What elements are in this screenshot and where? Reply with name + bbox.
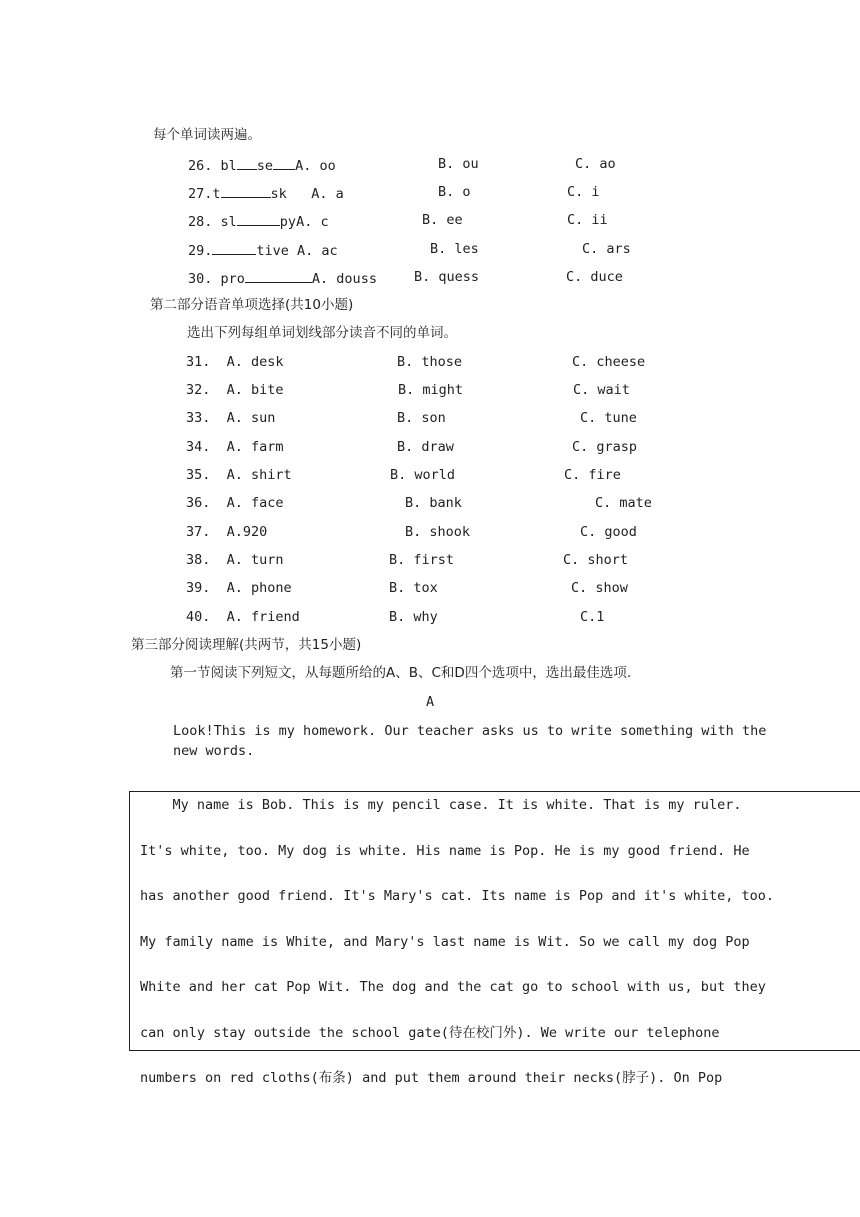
answer-blank bbox=[212, 240, 256, 255]
part3-title: 第三部分阅读理解(共两节，共15小题) bbox=[131, 637, 362, 653]
option-a: A. phone bbox=[226, 580, 292, 596]
option-b: B. quess bbox=[414, 269, 480, 285]
option-a: A. desk bbox=[226, 354, 284, 370]
intro-line: Look!This is my homework. Our teacher asks us to write something with the bbox=[173, 723, 767, 739]
word-prefix: t bbox=[212, 186, 221, 202]
item-number: 36. bbox=[186, 495, 211, 511]
option-b: B. first bbox=[389, 552, 455, 568]
word-middle: py bbox=[279, 214, 297, 230]
option-c: C. fire bbox=[564, 467, 621, 483]
list-item bbox=[188, 155, 336, 175]
story-line: can only stay outside the school gate(待在校门外). We write our telephone bbox=[140, 1025, 720, 1041]
option-c: C.1 bbox=[580, 609, 605, 625]
list-item bbox=[186, 523, 267, 541]
story-line: It's white, too. My dog is white. His name is Pop. He is my good friend. He bbox=[140, 843, 750, 859]
list-item bbox=[186, 409, 275, 427]
word-middle: se bbox=[256, 158, 274, 174]
option-c: C. i bbox=[567, 184, 600, 200]
option-b: B. draw bbox=[397, 439, 454, 455]
option-a: A. sun bbox=[226, 410, 276, 426]
option-c: C. show bbox=[571, 580, 628, 596]
story-line: has another good friend. It's Mary's cat. Its name is Pop and it's white, too. bbox=[140, 888, 774, 904]
option-c: C. ars bbox=[582, 241, 631, 257]
word-prefix: sl bbox=[220, 214, 237, 230]
list-item bbox=[188, 211, 329, 231]
option-b: B. shook bbox=[405, 524, 471, 540]
section1-instruction: 第一节阅读下列短文，从每题所给的A、B、C和D四个选项中，选出最佳选项. bbox=[170, 665, 632, 681]
list-item bbox=[186, 551, 284, 569]
option-b: B. might bbox=[398, 382, 464, 398]
option-c: C. ao bbox=[575, 156, 616, 172]
option-b: B. tox bbox=[389, 580, 438, 596]
option-a: A. face bbox=[226, 495, 284, 511]
list-item bbox=[188, 268, 377, 288]
option-c: C. tune bbox=[580, 410, 637, 426]
list-item bbox=[188, 240, 338, 260]
item-number: 39. bbox=[186, 580, 211, 596]
part2-instruction: 选出下列每组单词划线部分读音不同的单词。 bbox=[187, 325, 457, 341]
item-number: 33. bbox=[186, 410, 211, 426]
answer-blank bbox=[237, 155, 257, 170]
word-prefix: pro bbox=[220, 271, 245, 287]
option-a: A. douss bbox=[311, 271, 377, 287]
item-number: 37. bbox=[186, 524, 211, 540]
option-a: A. a bbox=[311, 186, 344, 202]
answer-blank bbox=[221, 183, 271, 198]
option-b: B. o bbox=[438, 184, 471, 200]
word-prefix: bl bbox=[220, 158, 237, 174]
option-a: A. friend bbox=[226, 609, 300, 625]
option-a: A. ac bbox=[297, 243, 338, 259]
option-b: B. les bbox=[430, 241, 479, 257]
story-line: My name is Bob. This is my pencil case. It is white. That is my ruler. bbox=[140, 797, 742, 813]
item-number: 32. bbox=[186, 382, 211, 398]
item-number: 27. bbox=[188, 186, 213, 202]
list-item bbox=[186, 466, 292, 484]
option-b: B. ou bbox=[438, 156, 479, 172]
item-number: 29. bbox=[188, 243, 213, 259]
option-c: C. duce bbox=[566, 269, 623, 285]
list-item bbox=[188, 183, 344, 203]
option-c: C. short bbox=[563, 552, 629, 568]
option-c: C. cheese bbox=[572, 354, 646, 370]
option-a: A. bite bbox=[226, 382, 284, 398]
item-number: 35. bbox=[186, 467, 211, 483]
story-line: numbers on red cloths(布条) and put them around their necks(脖子). On Pop bbox=[140, 1070, 723, 1086]
part1-instruction: 每个单词读两遍。 bbox=[153, 127, 261, 143]
list-item bbox=[186, 494, 284, 512]
list-item bbox=[186, 438, 284, 456]
list-item bbox=[186, 381, 284, 399]
passage-box bbox=[129, 791, 860, 1051]
item-number: 26. bbox=[188, 158, 213, 174]
option-c: C. ii bbox=[567, 212, 608, 228]
answer-blank bbox=[237, 211, 280, 226]
item-number: 40. bbox=[186, 609, 211, 625]
list-item bbox=[186, 608, 300, 626]
answer-blank bbox=[245, 268, 312, 283]
option-c: C. wait bbox=[573, 382, 630, 398]
item-number: 28. bbox=[188, 214, 213, 230]
word-middle: sk bbox=[270, 186, 287, 202]
part2-title: 第二部分语音单项选择(共10小题) bbox=[150, 297, 354, 313]
list-item bbox=[186, 579, 292, 597]
item-number: 31. bbox=[186, 354, 211, 370]
intro-line: new words. bbox=[173, 743, 255, 759]
option-b: B. son bbox=[397, 410, 446, 426]
word-middle: tive bbox=[256, 243, 289, 259]
option-a: A. shirt bbox=[226, 467, 292, 483]
option-b: B. bank bbox=[405, 495, 462, 511]
item-number: 30. bbox=[188, 271, 213, 287]
option-b: B. world bbox=[390, 467, 456, 483]
answer-blank bbox=[273, 155, 295, 170]
option-a: A. turn bbox=[226, 552, 284, 568]
option-b: B. why bbox=[389, 609, 438, 625]
option-a: A. oo bbox=[295, 158, 336, 174]
option-a: A. c bbox=[296, 214, 329, 230]
option-b: B. ee bbox=[422, 212, 463, 228]
item-number: 34. bbox=[186, 439, 211, 455]
list-item bbox=[186, 353, 284, 371]
story-line: White and her cat Pop Wit. The dog and the cat go to school with us, but they bbox=[140, 979, 766, 995]
option-a: A.920 bbox=[226, 524, 268, 540]
story-line: My family name is White, and Mary's last name is Wit. So we call my dog Pop bbox=[140, 934, 750, 950]
option-a: A. farm bbox=[226, 439, 284, 455]
option-c: C. good bbox=[580, 524, 637, 540]
option-c: C. grasp bbox=[572, 439, 638, 455]
item-number: 38. bbox=[186, 552, 211, 568]
option-c: C. mate bbox=[595, 495, 652, 511]
option-b: B. those bbox=[397, 354, 463, 370]
passage-label: A bbox=[426, 694, 435, 710]
